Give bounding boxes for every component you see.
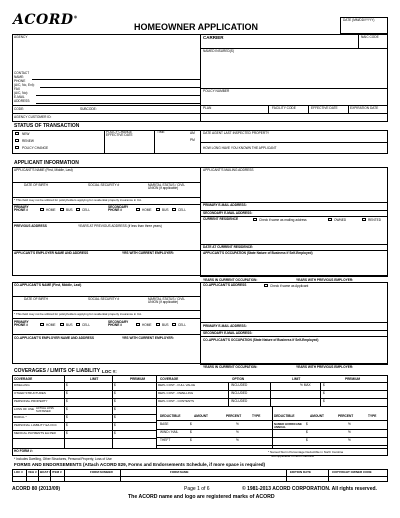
forms-column-divider [64, 469, 65, 482]
mailing-address-label: APPLICANT'S MAILING ADDRESS [203, 168, 254, 172]
coapplicant-primary-email-label: PRIMARY E-MAIL ADDRESS: [203, 324, 247, 328]
email-label: E-MAIL [14, 95, 25, 99]
deductible-dollar-2: $ [306, 422, 308, 426]
policy-change-checkbox[interactable] [15, 146, 19, 149]
coverage-row-label: LOSS OF USE [14, 407, 35, 411]
primary-home-checkbox[interactable] [40, 208, 44, 211]
expiration-date-label: EXPIRATION DATE [350, 106, 379, 110]
deductible-row-line [156, 445, 388, 446]
coverage-row-label: DWELLING [14, 383, 30, 387]
forms-column-divider [26, 469, 27, 482]
co-primary-home-checkbox[interactable] [40, 323, 44, 326]
named-storm-label: NAMED HURRICANE ANNUAL [274, 422, 302, 429]
includes-note: * Includes Dwelling, Other Structures, Personal Property, Loss of Use [14, 457, 112, 461]
limit-dollar: $ [66, 415, 68, 419]
same-mailing-label: Check if same as mailing address [259, 217, 307, 222]
ded-type-label-2: TYPE [368, 414, 377, 418]
premium-dollar: $ [114, 391, 116, 395]
ded-label: DEDUCTIBLE [160, 414, 181, 418]
col-coverage-2: COVERAGE [160, 376, 179, 381]
limit-dollar: $ [66, 399, 68, 403]
forms-column-divider [328, 469, 329, 482]
limit-dollar: $ [66, 407, 68, 411]
co-secondary-bus-label: BUS [162, 322, 169, 327]
coapplicant-secondary-phone-label: SECONDARY PHONE # [108, 320, 129, 328]
coverage-row-label: PERSONAL PROPERTY [14, 399, 48, 403]
co-primary-bus-checkbox[interactable] [60, 323, 64, 326]
same-applicant-checkbox[interactable] [264, 284, 268, 287]
forms-column-header: EDITION DATE [290, 470, 311, 474]
coapplicant-marital-label: MARITAL STATUS / CIVIL UNION (if applicable) [148, 297, 185, 305]
date-current-residence-label: DATE AT CURRENT RESIDENCE: [203, 245, 254, 249]
owned-label: OWNED [334, 217, 347, 222]
current-residence-label: CURRENT RESIDENCE [203, 217, 239, 221]
policy-change-date-label: POLICY CHANGE EFFECTIVE DATE [106, 130, 133, 138]
phone-label: PHONE [14, 79, 26, 83]
coapplicant-address-label: CO-APPLICANT'S ADDRESS [203, 283, 247, 287]
option-included: INCLUDED [231, 391, 248, 395]
applicant-heading: APPLICANT INFORMATION [14, 160, 79, 166]
marital-label: MARITAL STATUS / CIVIL UNION (if applicable) [148, 183, 185, 191]
col-premium: PREMIUM [130, 376, 146, 381]
plan-label: PLAN [203, 106, 212, 110]
deductible-percent-2: % [348, 430, 351, 434]
contact-label: CONTACT [14, 71, 30, 75]
col-limit-2: LIMIT [292, 376, 301, 381]
coverage-row-label: MEDICAL PAYMENTS EA PER [14, 431, 56, 435]
co-secondary-bus-checkbox[interactable] [156, 323, 160, 326]
coverage-row-label: PERSONAL LIABILITY EA OCC [14, 423, 57, 427]
acord-logo: ACORD® [13, 12, 78, 28]
how-long-label: HOW LONG HAVE YOU KNOWN THE APPLICANT [203, 146, 277, 150]
coapplicant-occupation-label: CO-APPLICANT'S OCCUPATION (State Nature of Business if Self-Employed) [203, 338, 319, 342]
coapplicant-secondary-email-label: SECONDARY E-MAIL ADDRESS: [203, 331, 253, 335]
deductible-percent: % [236, 422, 239, 426]
co-primary-bus-label: BUS [66, 322, 73, 327]
effective-date-label: EFFECTIVE DATE [311, 106, 338, 110]
pct-max-label: % MAX [300, 383, 311, 387]
dob-label: DATE OF BIRTH [24, 183, 48, 187]
ded-amount-label-2: AMOUNT [310, 414, 324, 418]
applicant-ca-note: * This field may not be utilized for policyholders applying for residential property insurance in CA. [14, 198, 143, 202]
subcode-label: SUBCODE: [80, 107, 97, 111]
trademark-notice: The ACORD name and logo are registered marks of ACORD [128, 494, 275, 500]
co-secondary-home-label: HOME [142, 322, 152, 327]
primary-bus-label: BUS [66, 207, 73, 212]
yrs-employer-label: YRS WITH CURRENT EMPLOYER: [122, 251, 174, 255]
coverage-row-line [12, 414, 156, 415]
ded-label-2: DEDUCTIBLE [274, 414, 295, 418]
primary-phone-label: PRIMARY PHONE # [14, 205, 29, 213]
repl-cost-label: REPL COST - FULL VALUE [158, 383, 196, 387]
coapplicant-ssn-label: SOCIAL SECURITY # [88, 297, 120, 301]
rented-label: RENTED [368, 217, 382, 222]
forms-column-header: COPYRIGHT OWNER CODE [332, 470, 372, 474]
inspected-label: DATE AGENT LAST INSPECTED PROPERTY [203, 131, 270, 135]
col-premium-2: PREMIUM [345, 376, 361, 381]
coapplicant-years-prev-label: YEARS WITH PREVIOUS EMPLOYER: [296, 365, 354, 369]
secondary-phone-label: SECONDARY PHONE # [108, 205, 129, 213]
coapplicant-dob-label: DATE OF BIRTH [24, 297, 48, 301]
limit-dollar: $ [66, 431, 68, 435]
co-secondary-home-checkbox[interactable] [136, 323, 140, 326]
ho-form-label: HO FORM #: [14, 449, 33, 453]
repl-cost-label: REPL COST - CONTENTS [158, 399, 195, 403]
limit-dollar: $ [66, 383, 68, 387]
facility-code-label: FACILITY CODE [272, 106, 296, 110]
pm-label: PM [190, 138, 195, 142]
limit-dollar: $ [66, 391, 68, 395]
primary-home-label: HOME [46, 207, 56, 212]
naic-label: NAIC CODE [361, 35, 379, 39]
form-title: HOMEOWNER APPLICATION [134, 22, 258, 32]
coapplicant-ca-note: * This field may not be utilized for policyholders applying for residential property insurance in CA. [14, 312, 143, 316]
employer-label: APPLICANT'S EMPLOYER NAME AND ADDRESS [14, 251, 89, 255]
owned-checkbox[interactable] [328, 218, 332, 221]
carrier-label: CARRIER [203, 35, 224, 40]
loc-label: LOC #: [102, 369, 117, 374]
coapplicant-employer-label: CO-APPLICANT'S EMPLOYER NAME AND ADDRESS [14, 336, 95, 340]
coverage-row-line [12, 438, 156, 439]
deductible-row-label: THEFT [160, 438, 171, 442]
forms-column-header: FORM NAME [170, 470, 189, 474]
deductible-row-label: WIND / HAIL [160, 430, 179, 434]
premium-dollar: $ [114, 423, 116, 427]
am-label: AM [190, 131, 195, 135]
secondary-bus-label: BUS [162, 207, 169, 212]
fax-label: FAX [14, 87, 21, 91]
option-included: INCLUDED [231, 399, 248, 403]
date-label: DATE (MM/DD/YYYY) [343, 18, 375, 22]
same-mailing-checkbox[interactable] [253, 218, 257, 221]
renew-checkbox[interactable] [15, 139, 19, 142]
phone-sub: (A/C, No, Ext): [14, 83, 35, 87]
ded-percent-label: PERCENT [226, 414, 242, 418]
forms-column-divider [120, 469, 121, 482]
forms-column-header: ITEM # [52, 470, 62, 474]
transaction-heading: STATUS OF TRANSACTION [14, 123, 80, 129]
co-secondary-cell-checkbox[interactable] [172, 323, 176, 326]
forms-heading: FORMS AND ENDORSEMENTS (Attach ACORD 829, Forms and Endorsements Schedule, if more space is required) [14, 462, 266, 467]
deductible-dollar: $ [190, 430, 192, 434]
deductible-row-label: BASE [160, 422, 169, 426]
coapplicant-yrs-employer-label: YRS WITH CURRENT EMPLOYER: [122, 336, 174, 340]
forms-column-header: FORM NUMBER [90, 470, 113, 474]
loss-sub-label: ACTUAL LOSS SUSTAINED [36, 407, 54, 413]
applicant-name-label: APPLICANT'S NAME (First, Middle, Last) [14, 168, 73, 172]
repl-cost-label: REPL COST - DWELLING [158, 391, 194, 395]
forms-column-header: VEH # [28, 470, 37, 474]
name-label: NAME: [14, 75, 25, 79]
rented-checkbox[interactable] [362, 218, 366, 221]
new-label: NEW [22, 131, 30, 136]
premium-dollar: $ [114, 399, 116, 403]
premium-dollar-2: $ [323, 399, 325, 403]
premium-dollar: $ [114, 383, 116, 387]
co-primary-home-label: HOME [46, 322, 56, 327]
primary-cell-checkbox[interactable] [76, 208, 80, 211]
occupation-label: APPLICANT'S OCCUPATION (State Nature of Business if Self-Employed) [203, 251, 313, 255]
years-prev-label: YEARS AT PREVIOUS ADDRESS (if less than three years) [78, 224, 162, 228]
time-label: TIME [157, 130, 165, 134]
secondary-home-label: HOME [142, 207, 152, 212]
deductible-dollar-2: $ [306, 438, 308, 442]
deductible-percent: % [236, 438, 239, 442]
primary-bus-checkbox[interactable] [60, 208, 64, 211]
coverage-row-label: OTHER STRUCTURES [14, 391, 46, 395]
coverages-heading: COVERAGES / LIMITS OF LIABILITY [14, 368, 101, 374]
col-coverage: COVERAGE [14, 376, 33, 381]
renew-label: RENEW [22, 138, 34, 143]
deductible-percent-2: % [348, 438, 351, 442]
coverage-row-line-2 [156, 406, 388, 407]
premium-dollar-2: $ [323, 383, 325, 387]
years-prev-employer-label: YEARS WITH PREVIOUS EMPLOYER: [296, 278, 354, 282]
limit-dollar: $ [66, 423, 68, 427]
forms-column-divider [38, 469, 39, 482]
address-label: ADDRESS: [14, 99, 31, 103]
agency-label: AGENCY [14, 35, 28, 39]
fax-sub: (A/C, No): [14, 91, 29, 95]
new-checkbox[interactable] [15, 132, 19, 135]
secondary-home-checkbox[interactable] [136, 208, 140, 211]
co-secondary-cell-label: CELL [178, 322, 186, 327]
code-label: CODE: [14, 107, 25, 111]
hurricane-note: * Named Storm Percentage Deductible in North Carolina [268, 450, 344, 454]
co-primary-cell-label: CELL [82, 322, 90, 327]
deductible-dollar: $ [190, 422, 192, 426]
secondary-bus-checkbox[interactable] [156, 208, 160, 211]
forms-column-header: BOAT # [40, 470, 51, 474]
not-applicable-note: ** Not Applicable in North Carolina [268, 454, 314, 458]
ded-type-label: TYPE [252, 414, 261, 418]
copyright: © 1981-2013 ACORD CORPORATION. All rights reserved. [242, 486, 377, 492]
ded-percent-label-2: PERCENT [338, 414, 354, 418]
deductible-dollar-2: $ [306, 430, 308, 434]
coapplicant-name-label: CO-APPLICANT'S NAME (First, Middle, Last) [14, 283, 82, 287]
primary-email-label: PRIMARY E-MAIL ADDRESS: [203, 203, 247, 207]
option-included: INCLUDED [231, 383, 248, 387]
coverage-row-label: BURIAL * [14, 415, 27, 419]
forms-column-divider [50, 469, 51, 482]
deductible-dollar: $ [190, 438, 192, 442]
same-applicant-label: Check if same as Applicant [270, 283, 309, 288]
forms-column-divider [286, 469, 287, 482]
page-number: Page 1 of 6 [184, 486, 210, 492]
secondary-cell-checkbox[interactable] [172, 208, 176, 211]
coapplicant-years-occ-label: YEARS IN CURRENT OCCUPATION: [203, 365, 258, 369]
primary-cell-label: CELL [82, 207, 90, 212]
secondary-cell-label: CELL [178, 207, 186, 212]
premium-dollar-2: $ [323, 391, 325, 395]
form-id: ACORD 80 (2013/09) [12, 486, 61, 492]
ssn-label: SOCIAL SECURITY # [88, 183, 120, 187]
years-current-occupation-label: YEARS IN CURRENT OCCUPATION: [203, 278, 258, 282]
premium-dollar: $ [114, 431, 116, 435]
coapplicant-primary-phone-label: PRIMARY PHONE # [14, 320, 29, 328]
premium-dollar: $ [114, 415, 116, 419]
deductible-percent: % [236, 430, 239, 434]
deductible-percent-2: % [348, 422, 351, 426]
policy-change-label: POLICY CHANGE [22, 145, 49, 150]
ded-amount-label: AMOUNT [194, 414, 208, 418]
co-primary-cell-checkbox[interactable] [76, 323, 80, 326]
previous-address-label: PREVIOUS ADDRESS [14, 224, 47, 228]
policy-number-label: POLICY NUMBER [203, 89, 230, 93]
forms-column-header: LOC # [14, 470, 23, 474]
secondary-email-label: SECONDARY E-MAIL ADDRESS: [203, 211, 253, 215]
col-option: OPTION [232, 376, 245, 381]
customer-id-label: AGENCY CUSTOMER ID: [14, 115, 52, 119]
col-limit: LIMIT [90, 376, 99, 381]
named-insured-label: NAMED INSURED(S) [203, 49, 234, 53]
premium-dollar: $ [114, 407, 116, 411]
